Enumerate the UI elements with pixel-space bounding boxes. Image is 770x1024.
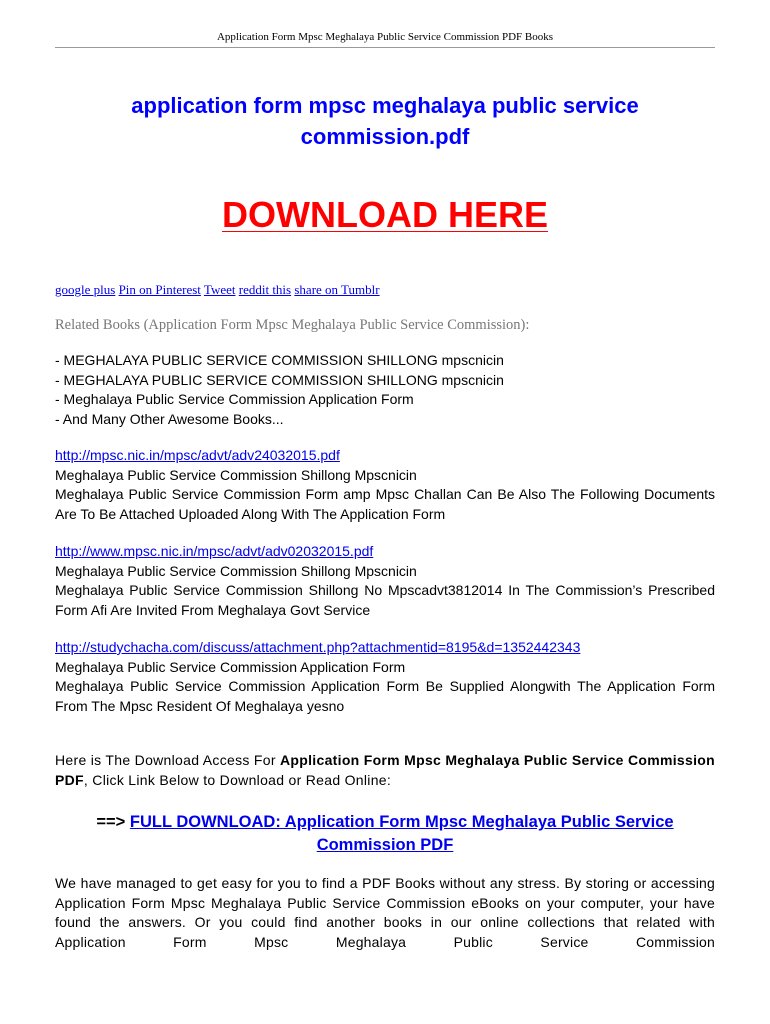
entry-description: Meghalaya Public Service Commission Application Form Be Supplied Alongwith The Application Form From The Mpsc Resident Of Meghalaya yesno	[55, 678, 715, 714]
book-entry	[55, 446, 715, 524]
running-header: Application Form Mpsc Meghalaya Public Service Commission PDF Books	[216, 31, 554, 43]
header-divider	[55, 47, 715, 48]
entry-url-link[interactable]: http://studychacha.com/discuss/attachment.php?attachmentid=8195&d=1352442343	[55, 639, 581, 655]
social-share-links	[55, 282, 380, 298]
pinterest-link[interactable]: Pin on Pinterest	[118, 282, 201, 297]
related-books-list	[55, 351, 504, 429]
entry-title: Meghalaya Public Service Commission Shillong Mpscnicin	[55, 466, 417, 483]
download-access-paragraph	[55, 751, 715, 790]
list-item: - MEGHALAYA PUBLIC SERVICE COMMISSION SHILLONG mpscnicin	[55, 371, 504, 388]
full-download-arrow: ==>	[96, 813, 130, 831]
list-item: - And Many Other Awesome Books...	[55, 410, 284, 427]
full-download	[55, 811, 715, 857]
book-entry	[55, 542, 715, 620]
tweet-link[interactable]: Tweet	[203, 282, 236, 297]
entry-title: Meghalaya Public Service Commission Shillong Mpscnicin	[55, 562, 417, 579]
document-title: application form mpsc meghalaya public service commission.pdf	[131, 93, 639, 149]
closing-paragraph: We have managed to get easy for you to find a PDF Books without any stress. By storing or accessing Application Form Mpsc Meghalaya Public Service Commission eBooks on your computer, your have found the answers. Or you could find another books in our online collections that related with Application Form Mpsc Meghalaya Public Service Commission	[55, 875, 715, 950]
entry-url-link[interactable]: http://www.mpsc.nic.in/mpsc/advt/adv02032015.pdf	[55, 543, 374, 559]
entry-description: Meghalaya Public Service Commission Shillong No Mpscadvt3812014 In The Commission’s Prescribed Form Afi Are Invited From Meghalaya Govt Service	[55, 582, 715, 618]
reddit-link[interactable]: reddit this	[238, 282, 292, 297]
entry-title: Meghalaya Public Service Commission Application Form	[55, 658, 406, 675]
entry-url-link[interactable]: http://mpsc.nic.in/mpsc/advt/adv24032015.pdf	[55, 447, 340, 463]
google-plus-link[interactable]: google plus	[55, 282, 116, 297]
download-here-link[interactable]: DOWNLOAD HERE	[222, 194, 548, 235]
related-books-heading: Related Books (Application Form Mpsc Meghalaya Public Service Commission):	[55, 317, 530, 333]
tumblr-link[interactable]: share on Tumblr	[294, 282, 380, 297]
full-download-link[interactable]: FULL DOWNLOAD: Application Form Mpsc Meghalaya Public Service Commission PDF	[129, 813, 674, 854]
download-here	[55, 193, 715, 237]
intro-prefix: Here is The Download Access For	[55, 752, 280, 768]
book-entry	[55, 638, 715, 716]
intro-bold-title: Application Form Mpsc Meghalaya Public Service Commission PDF	[55, 752, 715, 788]
intro-suffix: , Click Link Below to Download or Read Online:	[83, 771, 392, 788]
list-item: - MEGHALAYA PUBLIC SERVICE COMMISSION SHILLONG mpscnicin	[55, 352, 504, 368]
list-item: - Meghalaya Public Service Commission Application Form	[55, 391, 414, 407]
entry-description: Meghalaya Public Service Commission Form amp Mpsc Challan Can Be Also The Following Documents Are To Be Attached Uploaded Along With The Application Form	[55, 486, 715, 522]
